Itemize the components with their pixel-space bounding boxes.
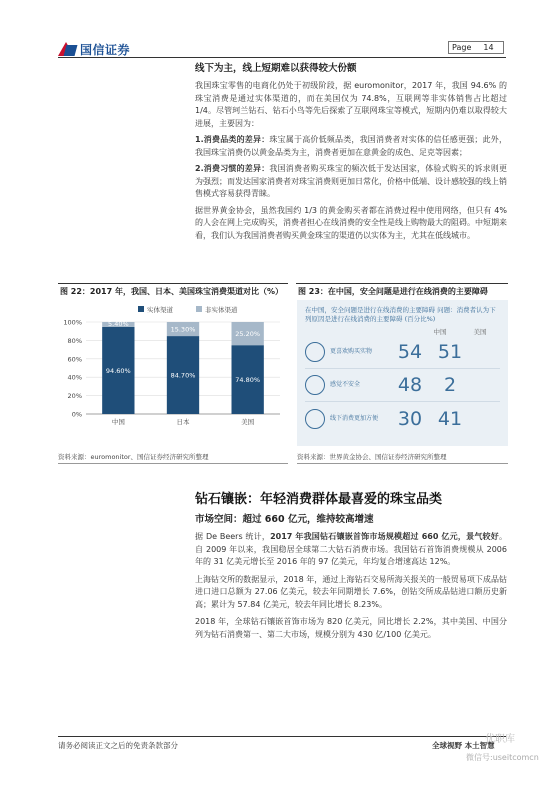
value-china: 54 (397, 341, 423, 363)
paragraph (195, 531, 507, 569)
paragraph (195, 134, 507, 159)
y-tick-label: 0% (71, 410, 82, 419)
data-label: 94.60% (105, 366, 131, 375)
paragraph (195, 163, 507, 201)
col-china: 中国 (433, 328, 447, 336)
slogan: 全球视野 本土智慧 (432, 741, 495, 750)
x-tick-label: 中国 (111, 418, 125, 426)
page-indicator (448, 41, 504, 54)
infographic-row (305, 402, 500, 435)
data-label: 74.80% (235, 376, 261, 385)
point-title: 2.消费习惯的差异： (195, 164, 270, 173)
paragraph: 我国珠宝零售的电商化仍处于初级阶段，据 euromonitor，2017 年，我国 94.6% 的珠宝消费是通过实体渠道的，而在美国仅为 74.8%，互联网等非实体销售占比超过 1/4。尽管珂兰钻石、钻石小鸟等先后探索了互联网珠宝等模式，短期内仍难以取得较大进展，主要因为： (195, 81, 507, 128)
figure-23-infographic (297, 300, 508, 446)
sub-heading: 市场空间：超过 660 亿元，维持较高增速 (195, 514, 374, 525)
figure-22-source: 资料来源：euromonitor、国信证券经济研究所整理 (58, 453, 209, 461)
infographic-title: 在中国，安全问题是进行在线消费的主要障碍 问题：消费者认为下列原因是进行在线消费的主要障碍 (百分比%) (305, 306, 496, 323)
row-label: 感觉不安全 (330, 381, 361, 388)
lock-icon (305, 375, 325, 395)
data-label: 15.30% (170, 325, 196, 334)
section-title: 钻石镶嵌：年轻消费群体最喜爱的珠宝品类 (195, 492, 443, 507)
y-tick-label: 20% (67, 392, 82, 401)
value-us: 41 (437, 407, 463, 430)
legend-label: 实体渠道 (147, 306, 173, 314)
infographic-row (305, 369, 500, 402)
header-divider (58, 57, 506, 58)
paragraph: 2018 年，全球钻石镶嵌首饰市场为 820 亿美元，同比增长 2.2%，其中美国、中国分列为钻石消费第一、第二大市场，规模分别为 430 亿/100 亿美元。 (195, 617, 507, 639)
x-tick-label: 美国 (241, 418, 255, 426)
value-china: 48 (397, 374, 423, 396)
watermark: 优职库 (485, 734, 515, 745)
watermark: 微信号:useitcomcn (466, 753, 539, 762)
point-text: 我国消费者购买珠宝的频次低于发达国家，体验式购买的诉求则更为强烈；而发达国家消费者对珠宝消费则更加日常化，价格中低端、设计感较强的线上销售模式容易获得青睐。 (195, 164, 507, 198)
y-tick-label: 40% (67, 373, 82, 382)
para-bold: 2017 年我国钻石镶嵌首饰市场规模超过 660 亿元，景气较好 (270, 532, 499, 541)
figure-22-title: 图 22：2017 年，我国、日本、美国珠宝消费渠道对比（%） (58, 283, 288, 298)
legend-label: 非实体渠道 (205, 306, 238, 314)
figure-23-source: 资料来源：世界黄金协会、国信证券经济研究所整理 (297, 453, 447, 461)
source-divider (297, 463, 508, 464)
main-text-block (195, 62, 507, 242)
value-us: 51 (437, 341, 463, 363)
value-us: 2 (443, 374, 457, 396)
figure-23-title: 图 23：在中国，安全问题是进行在线消费的主要障碍 (296, 283, 508, 298)
data-label: 84.70% (170, 371, 196, 380)
brand-name: 国信证券 (80, 42, 131, 57)
y-tick-label: 100% (63, 318, 82, 327)
row-label: 线下消费更加方便 (330, 414, 379, 422)
infographic-row (305, 336, 500, 369)
stacked-bar-chart (58, 300, 288, 432)
infographic-header (305, 327, 500, 336)
data-label: 5.40% (108, 319, 129, 328)
x-tick-label: 日本 (176, 418, 190, 426)
section2-text-block (195, 513, 507, 641)
figure-title-row (58, 283, 508, 298)
figure-22-chart (58, 300, 288, 432)
col-us: 美国 (473, 328, 487, 336)
y-tick-label: 80% (67, 336, 82, 345)
row-label: 更喜欢购买实物 (330, 348, 373, 355)
page-label: Page (452, 43, 472, 52)
point-title: 1.消费品类的差异： (195, 135, 270, 144)
data-label: 25.20% (235, 330, 261, 339)
legend-swatch (138, 306, 144, 312)
y-tick-label: 60% (67, 355, 82, 364)
page-number: 14 (483, 43, 494, 52)
source-divider (58, 463, 288, 464)
disclaimer-note: 请务必阅读正文之后的免责条款部分 (58, 741, 178, 750)
point-text: 珠宝属于高价低频品类，我国消费者对实体的信任感更强；此外，我国珠宝消费仍以黄金品类为主，消费者更加在意黄金的成色、足克等因素； (195, 135, 507, 157)
paragraph: 据世界黄金协会，虽然我国约 1/3 的黄金购买者都在消费过程中使用网络，但只有 4% 的人会在网上完成购买，消费者担心在线消费的安全性是线上购物最大的阻碍。中短期来看，我们认为我国消费者购买黄金珠宝的渠道仍以实体为主，尤其在低线城市。 (195, 205, 507, 240)
para-rest: 。自 2009 年以来，我国稳居全球第二大钻石消费市场。我国钻石首饰消费规模从 2006 年的 31 亿美元增长至 2016 年的 97 亿美元，年均复合增速高达 12%。 (195, 532, 507, 566)
calendar-icon (305, 409, 325, 429)
brand-logo (58, 40, 130, 58)
paragraph: 上海钻交所的数据显示，2018 年，通过上海钻石交易所海关报关的一般贸易项下成品钻进口进口总额为 27.06 亿美元，较去年同期增长 7.6%，创钻交所成品钻进口额历史新高；累计为 57.84 亿美元，较去年同比增长 8.23%。 (195, 574, 507, 609)
para-lead: 据 De Beers 统计， (195, 532, 271, 541)
legend-swatch (196, 306, 202, 312)
logo-icon (58, 40, 76, 58)
value-china: 30 (397, 407, 423, 430)
footer-divider (58, 736, 506, 737)
section-heading: 线下为主，线上短期难以获得较大份额 (195, 63, 357, 74)
hand-icon (305, 342, 325, 362)
